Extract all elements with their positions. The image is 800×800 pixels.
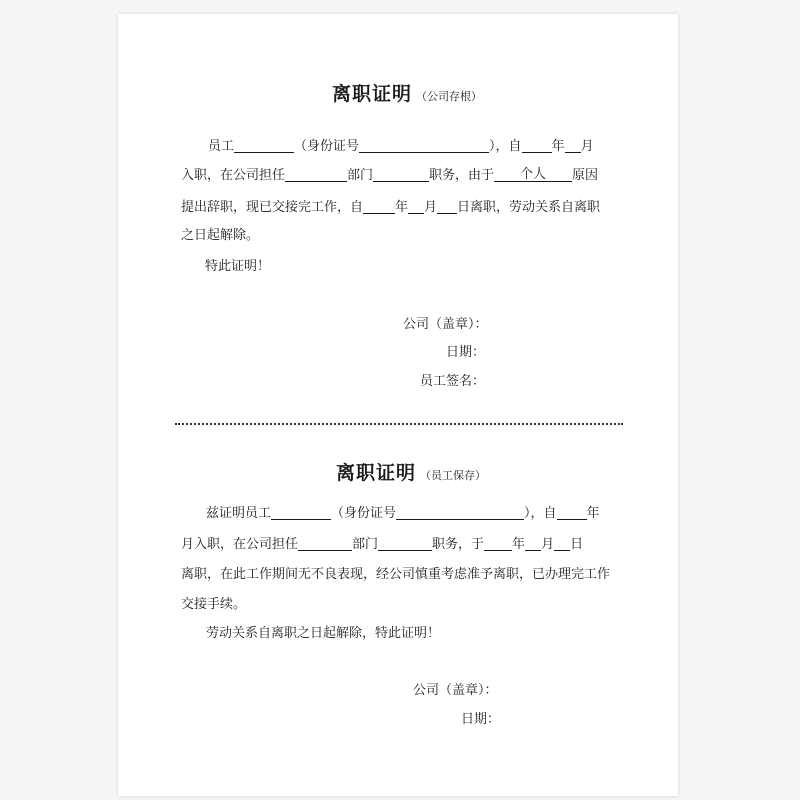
stub-date-label: 日期：	[446, 345, 486, 360]
blank-employee-name[interactable]	[271, 506, 331, 520]
blank-reason[interactable]: 个人	[494, 168, 572, 182]
stub-subtitle: （公司存根）	[416, 90, 483, 103]
copy-line-1	[206, 506, 600, 520]
label-year: 年	[395, 200, 409, 215]
label-certify-employee: 兹证明员工	[206, 506, 272, 521]
blank-leave-year[interactable]	[484, 537, 512, 551]
label-since: ），自	[524, 506, 557, 521]
stub-signature-label: 员工签名：	[420, 374, 486, 389]
stub-line-1	[208, 139, 594, 153]
label-year: 年	[551, 139, 565, 154]
label-department: 部门	[347, 168, 374, 183]
stub-company-seal-label: 公司（盖章）：	[403, 317, 488, 332]
label-id-number: （身份证号	[294, 139, 360, 154]
copy-line-3: 离职，在此工作期间无不良表现，经公司慎重考虑准予离职，已办理完工作	[181, 567, 611, 582]
blank-position[interactable]	[378, 537, 432, 551]
blank-leave-month[interactable]	[525, 537, 541, 551]
blank-department[interactable]	[285, 168, 347, 182]
label-department: 部门	[352, 537, 379, 552]
label-year: 年	[586, 506, 600, 521]
label-joined-position: 月入职，在公司担任	[181, 537, 299, 552]
label-id-number: （身份证号	[331, 506, 397, 521]
copy-date-label: 日期：	[461, 712, 501, 727]
blank-id-number[interactable]	[396, 506, 524, 520]
copy-title-text: 离职证明	[336, 462, 417, 484]
label-position-at: 入职，在公司担任	[181, 168, 286, 183]
copy-company-seal-label: 公司（盖章）：	[413, 683, 498, 698]
blank-leave-day[interactable]	[554, 537, 570, 551]
label-resigned-since: 提出辞职，现已交接完工作，自	[181, 200, 364, 215]
label-employee: 员工	[208, 139, 235, 154]
copy-line-4: 交接手续。	[181, 597, 247, 612]
label-since: ），自	[489, 139, 522, 154]
copy-title	[336, 458, 486, 485]
tear-line-divider	[175, 423, 623, 425]
copy-subtitle: （员工保存）	[420, 469, 487, 482]
stub-title-text: 离职证明	[332, 83, 413, 105]
label-year: 年	[512, 537, 526, 552]
stub-title	[332, 79, 482, 106]
label-day: 日	[570, 537, 584, 552]
blank-leave-day[interactable]	[437, 200, 457, 214]
copy-line-5: 劳动关系自离职之日起解除，特此证明！	[206, 626, 441, 641]
blank-id-number[interactable]	[359, 139, 489, 153]
label-month: 月	[580, 139, 594, 154]
blank-department[interactable]	[298, 537, 352, 551]
stub-line-3	[181, 200, 600, 214]
label-due-to: 职务，由于	[429, 168, 495, 183]
stub-line-4: 之日起解除。	[181, 228, 260, 243]
label-month: 月	[541, 537, 555, 552]
blank-start-month[interactable]	[565, 139, 581, 153]
blank-start-year[interactable]	[557, 506, 587, 520]
blank-leave-month[interactable]	[408, 200, 424, 214]
label-reason: 原因	[572, 168, 599, 183]
blank-position[interactable]	[373, 168, 429, 182]
stub-line-5: 特此证明！	[205, 259, 271, 274]
copy-line-2	[181, 537, 583, 551]
label-on: 职务，于	[432, 537, 485, 552]
label-day-leave: 日离职，劳动关系自离职	[457, 200, 601, 215]
blank-start-year[interactable]	[522, 139, 552, 153]
blank-employee-name[interactable]	[234, 139, 294, 153]
stub-line-2	[181, 168, 598, 182]
document-sheet	[118, 14, 678, 796]
blank-leave-year[interactable]	[363, 200, 395, 214]
label-month: 月	[424, 200, 438, 215]
